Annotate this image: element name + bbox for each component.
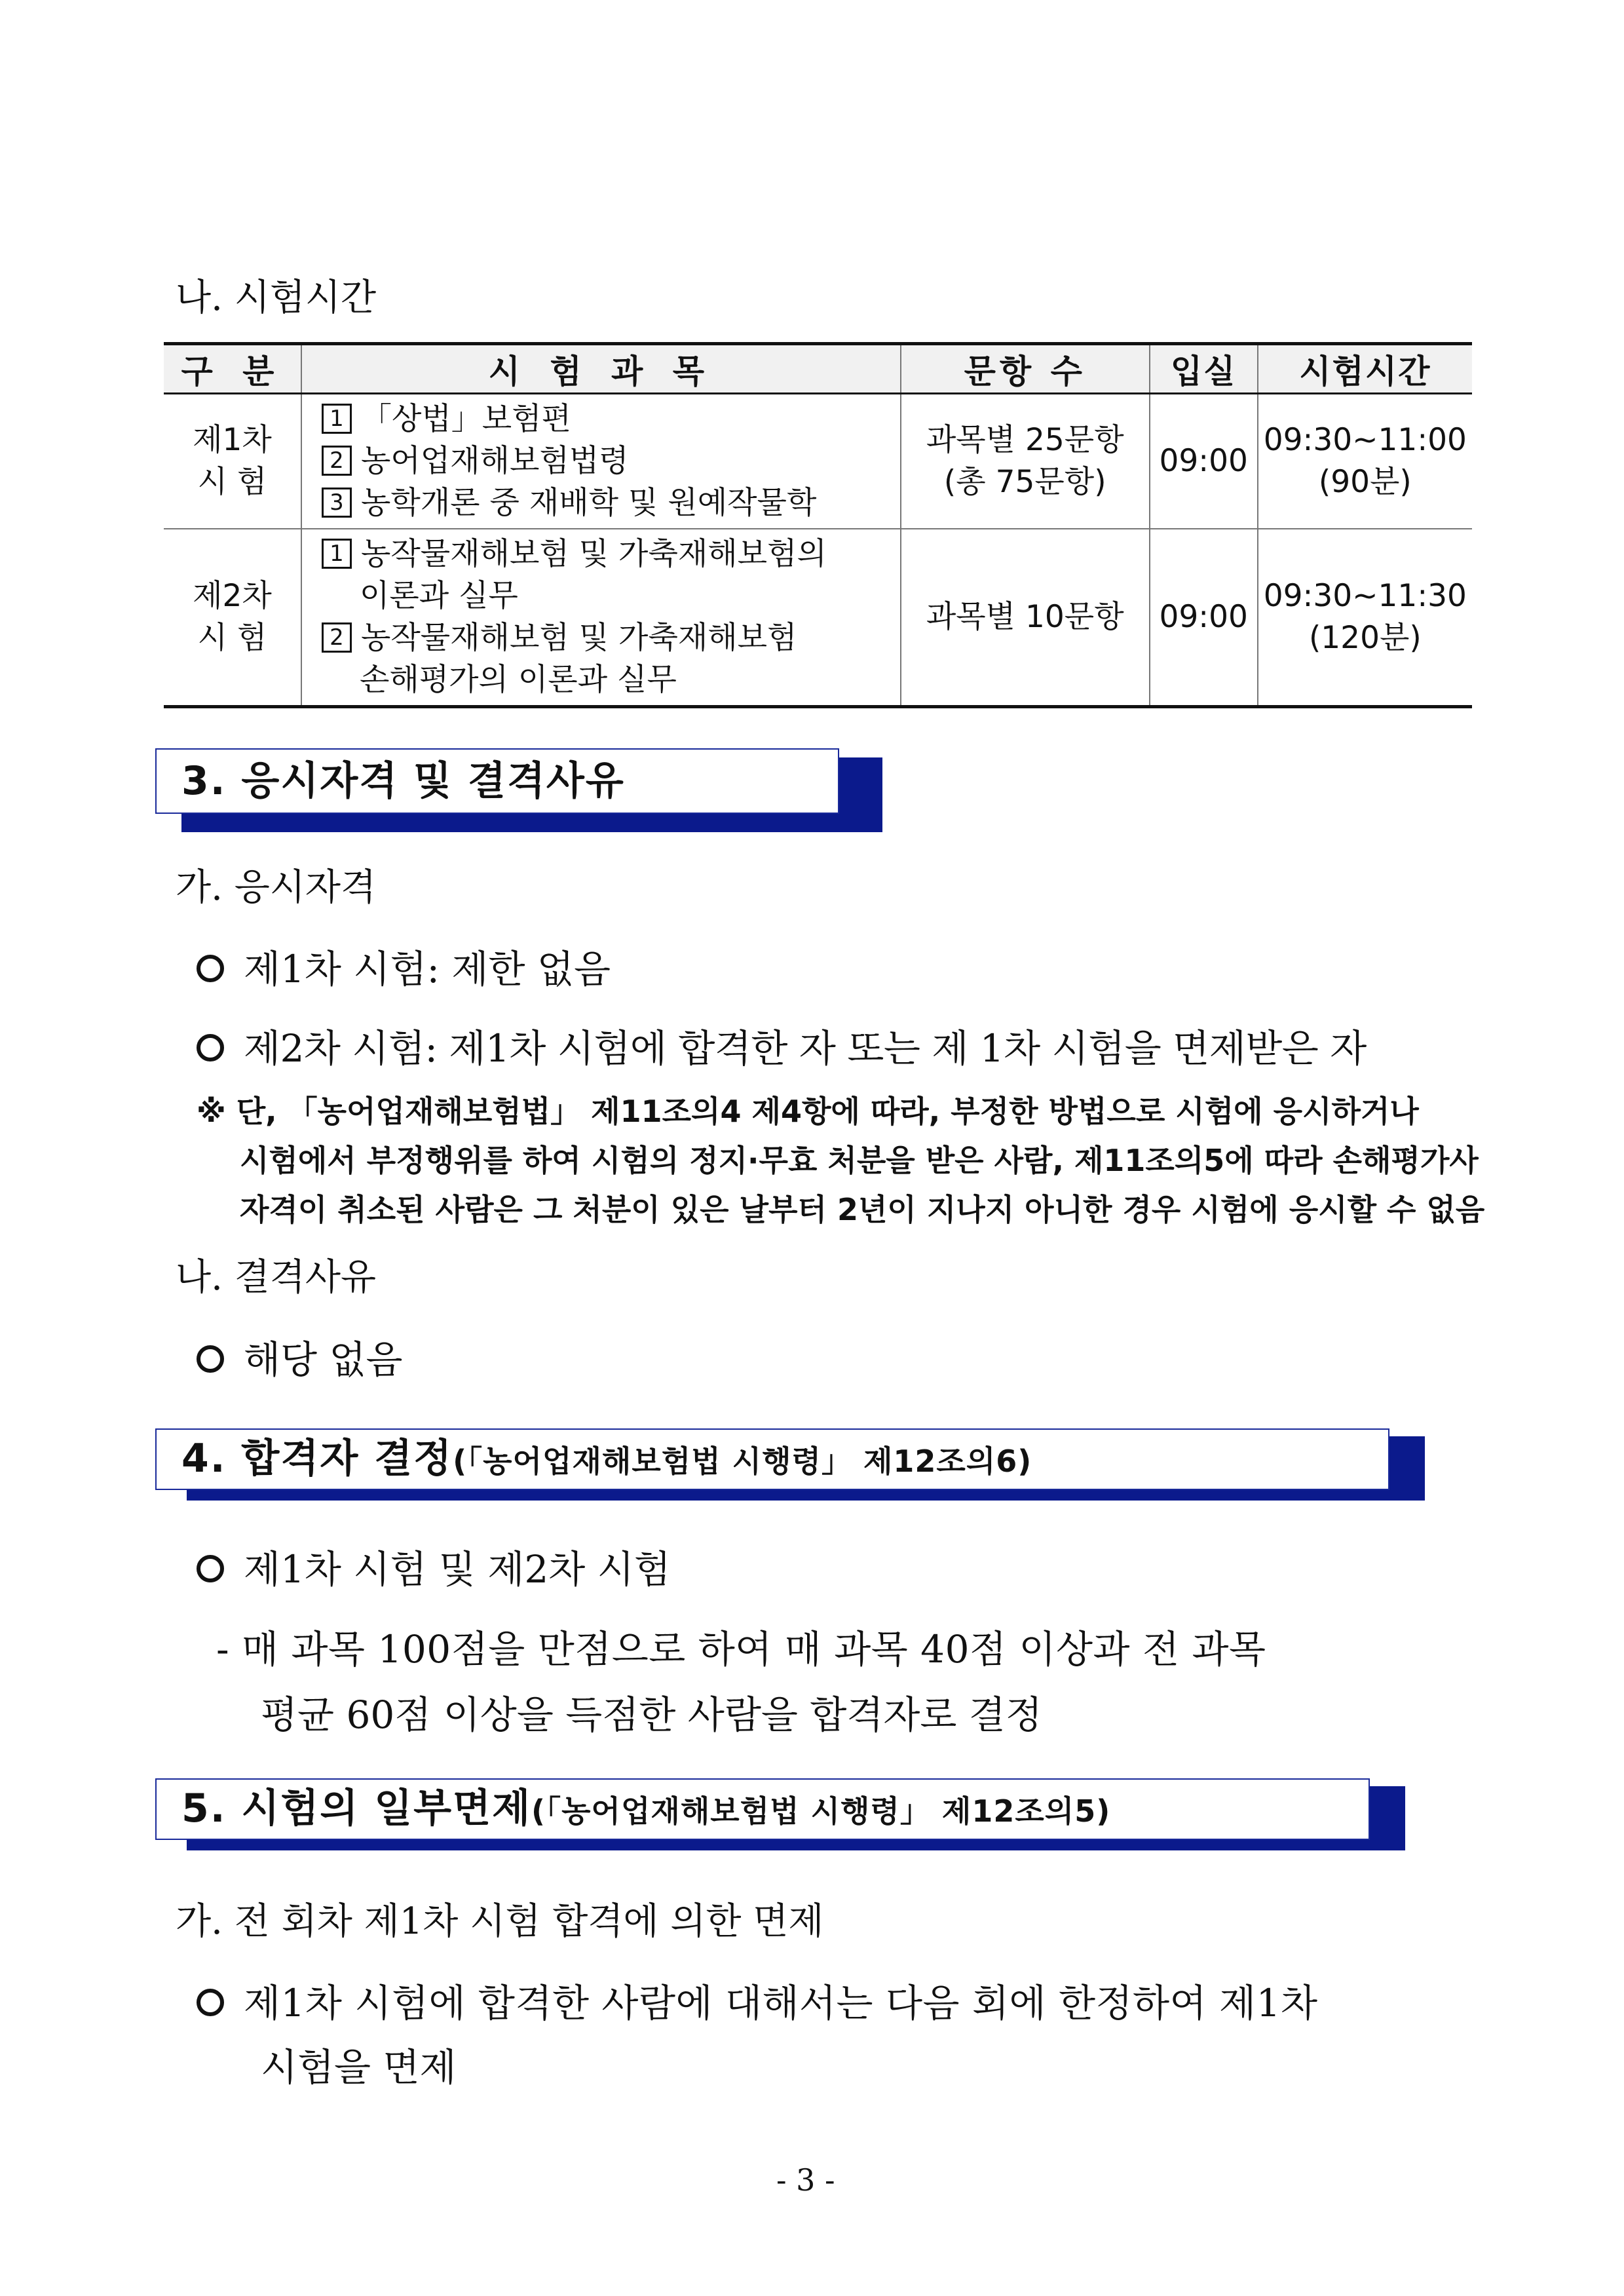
header-subjects: 시 험 과 목: [301, 344, 901, 394]
division-label: 제1차: [193, 422, 272, 458]
page-number: - 3 -: [776, 2162, 835, 2198]
subject-item: [322, 440, 895, 482]
subject-text: 농학개론 중 재배학 및 원예작물학: [360, 485, 817, 521]
number-box: 1: [322, 539, 352, 569]
dash-line-continued: 평균 60점 이상을 득점한 사람을 합격자로 결정: [261, 1693, 1042, 1737]
time-cell: [1258, 394, 1472, 529]
number-box: 3: [322, 488, 352, 518]
number-box: 2: [322, 446, 352, 476]
section3-title: 3. 응시자격 및 결격사유: [181, 758, 625, 804]
section3-title-box: [155, 748, 856, 827]
subject-item-continued: [322, 575, 895, 617]
division-cell: [164, 529, 301, 707]
header-questions: 문항 수: [901, 344, 1150, 394]
bullet-text: 해당 없음: [244, 1337, 403, 1382]
number-box: 2: [322, 622, 352, 653]
exam-schedule-table: [164, 342, 1472, 708]
exam-time-heading: 나. 시험시간: [176, 277, 377, 319]
questions-text: 과목별 25문항: [926, 422, 1124, 458]
circle-bullet-icon: [197, 1555, 224, 1582]
note-line: ※ 단, 「농어업재해보험법」 제11조의4 제4항에 따라, 부정한 방법으로 시험에 응시하거나: [197, 1094, 1419, 1129]
section-title-text: 4. 합격자 결정: [181, 1436, 453, 1482]
questions-text: 과목별 10문항: [926, 599, 1124, 635]
header-entry: 입실: [1150, 344, 1258, 394]
division-label: 시 험: [197, 464, 267, 500]
time-text: (120분): [1308, 620, 1422, 656]
subject-item: [322, 533, 895, 575]
subjects-cell: [301, 529, 901, 707]
subject-text: 농어업재해보험법령: [360, 443, 629, 479]
time-text: (90분): [1318, 464, 1412, 500]
table-row: [164, 529, 1472, 707]
section4-title-box: [155, 1428, 1426, 1501]
questions-text: (총 75문항): [943, 464, 1106, 500]
section-title-text: 5. 시험의 일부면제: [181, 1786, 532, 1831]
exemption-heading: 가. 전 회차 제1차 시험 합격에 의한 면제: [176, 1900, 824, 1943]
entry-cell: 09:00: [1150, 394, 1258, 529]
bullet-item: [197, 1539, 671, 1594]
dash-line: - 매 과목 100점을 만점으로 하여 매 과목 40점 이상과 전 과목: [216, 1627, 1266, 1672]
bullet-text: 제2차 시험: 제1차 시험에 합격한 자 또는 제 1차 시험을 면제받은 자: [244, 1026, 1367, 1071]
section5-title: [181, 1782, 1110, 1837]
time-text: 09:30~11:30: [1263, 578, 1467, 614]
questions-cell: [901, 394, 1150, 529]
division-label: 시 험: [197, 620, 267, 656]
subject-text: 손해평가의 이론과 실무: [359, 662, 677, 698]
subject-item: [322, 617, 895, 659]
subject-text: 「상법」보험편: [360, 401, 571, 437]
bullet-text: 제1차 시험: 제한 없음: [244, 947, 611, 991]
division-label: 제2차: [193, 578, 272, 614]
section-title-reference: (「농어업재해보험법 시행령」 제12조의5): [531, 1793, 1111, 1829]
section4-title: [181, 1432, 1032, 1487]
circle-bullet-icon: [197, 1989, 224, 2016]
disqualification-heading: 나. 결격사유: [176, 1256, 377, 1299]
circle-bullet-icon: [197, 1345, 224, 1373]
section5-title-box: [155, 1778, 1407, 1850]
section-title-reference: (「농어업재해보험법 시행령」 제12조의6): [453, 1444, 1032, 1479]
circle-bullet-icon: [197, 955, 224, 982]
bullet-item: [197, 1018, 1367, 1073]
note-line: 시험에서 부정행위를 하여 시험의 정지·무효 처분을 받은 사람, 제11조의5에 따라 손해평가사: [240, 1143, 1479, 1178]
bullet-text: 제1차 시험 및 제2차 시험: [244, 1547, 671, 1592]
bullet-item: [197, 1972, 1318, 2027]
header-exam-time: 시험시간: [1258, 344, 1472, 394]
bullet-item: [197, 938, 611, 993]
table-row: [164, 394, 1472, 529]
division-cell: [164, 394, 301, 529]
header-division: 구 분: [164, 344, 301, 394]
table-header-row: [164, 344, 1472, 394]
subjects-cell: [301, 394, 901, 529]
bullet-text-continued: 시험을 면제: [261, 2045, 457, 2090]
circle-bullet-icon: [197, 1034, 224, 1062]
eligibility-heading: 가. 응시자격: [176, 866, 377, 909]
subject-text: 이론과 실무: [359, 578, 518, 614]
time-text: 09:30~11:00: [1263, 422, 1467, 458]
subject-text: 농작물재해보험 및 가축재해보험: [360, 620, 797, 656]
entry-cell: 09:00: [1150, 529, 1258, 707]
subject-item: [322, 398, 895, 440]
subject-item: [322, 482, 895, 524]
bullet-text: 제1차 시험에 합격한 사람에 대해서는 다음 회에 한정하여 제1차: [244, 1981, 1318, 2025]
questions-cell: [901, 529, 1150, 707]
time-cell: [1258, 529, 1472, 707]
bullet-item: [197, 1329, 403, 1384]
note-line: 자격이 취소된 사람은 그 처분이 있은 날부터 2년이 지나지 아니한 경우 시험에 응시할 수 없음: [240, 1192, 1485, 1227]
subject-text: 농작물재해보험 및 가축재해보험의: [360, 536, 827, 572]
number-box: 1: [322, 404, 352, 434]
subject-item-continued: [322, 659, 895, 701]
